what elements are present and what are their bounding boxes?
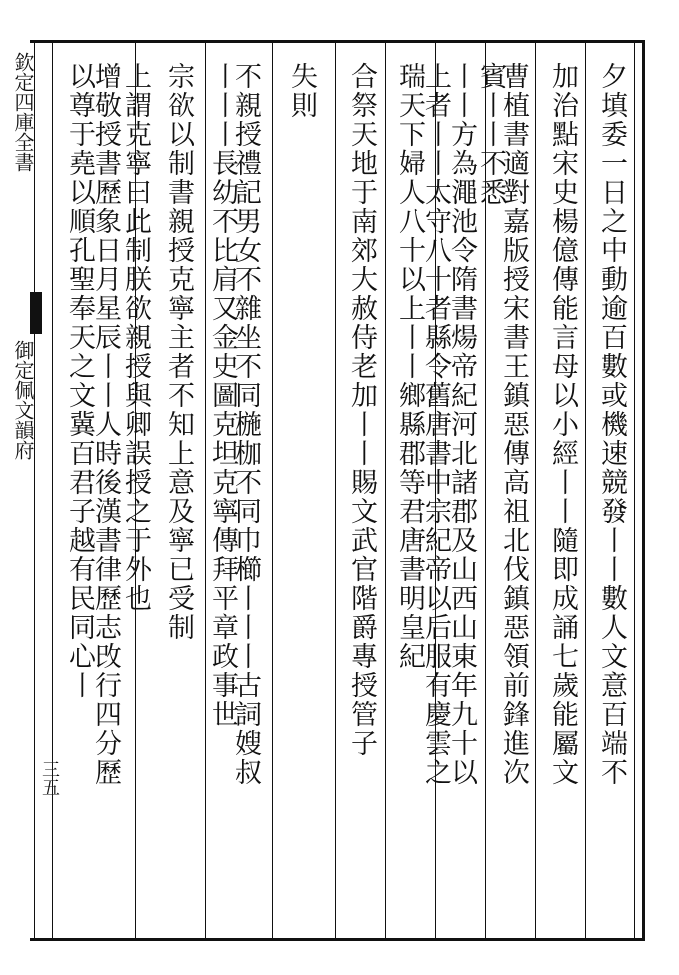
fishtail-mark bbox=[30, 292, 42, 334]
text-column: 賓丨丨不悉 bbox=[475, 62, 506, 207]
left-margin-border bbox=[34, 40, 35, 941]
text-column: 增敬授書歷象日月星辰丨丨人時後漢書律歷志攺行四分歷 bbox=[90, 62, 121, 787]
column-divider bbox=[335, 43, 336, 938]
text-column: 不親授禮記男女不雜坐不同椸枷不同巾櫛丨丨丨古詞嫂叔 bbox=[230, 62, 261, 787]
section-title: 御定佩文韻府 bbox=[11, 340, 35, 460]
top-border bbox=[30, 40, 645, 43]
text-column: 曹植書適對嘉版授宋書王鎮惡傳高祖北伐鎮惡領前鋒進次 bbox=[498, 62, 529, 787]
column-divider bbox=[272, 43, 273, 938]
text-column: 合祭天地于南郊大赦侍老加丨丨賜文武官階爵專授管子 bbox=[346, 62, 377, 758]
text-column: 丨丨丨長幼不比肩又金史圖克坦克寧傳拜平章政事世 bbox=[207, 62, 238, 729]
spine-border bbox=[52, 40, 53, 941]
text-column: 加治點宋史楊億傳能言母以小經丨丨隨即成誦七歲能屬文 bbox=[547, 62, 578, 787]
text-column: 丨丨方為澠池令隋書煬帝紀河北諸郡及山西山東年九十以 bbox=[446, 62, 477, 787]
bottom-border bbox=[30, 938, 645, 941]
text-column: 上者丨丨太守八十者縣令舊唐書中宗紀帝以后服有慶雲之 bbox=[420, 62, 451, 787]
book-title: 欽定四庫全書 bbox=[11, 52, 35, 172]
text-column: 夕填委一日之中動逾百數或機速競發丨丨數人文意百端不 bbox=[596, 62, 627, 787]
page-number: 三五 bbox=[39, 760, 60, 796]
text-column: 上謂克寧曰此制朕欲親授與卿誤授之于外也 bbox=[120, 62, 151, 613]
column-divider bbox=[585, 43, 586, 938]
text-column: 失則 bbox=[286, 62, 317, 120]
text-column: 瑞天下婦人八十以上丨丨鄉縣郡等君唐書明皇紀 bbox=[394, 62, 425, 671]
text-column: 宗欲以制書親授克寧主者不知上意及寧已受制 bbox=[163, 62, 194, 642]
text-column: 以尊于堯以順孔聖奉天之文冀百君子越有民同心丨 bbox=[64, 62, 95, 700]
right-border bbox=[642, 40, 645, 941]
inner-right-border bbox=[634, 40, 635, 941]
